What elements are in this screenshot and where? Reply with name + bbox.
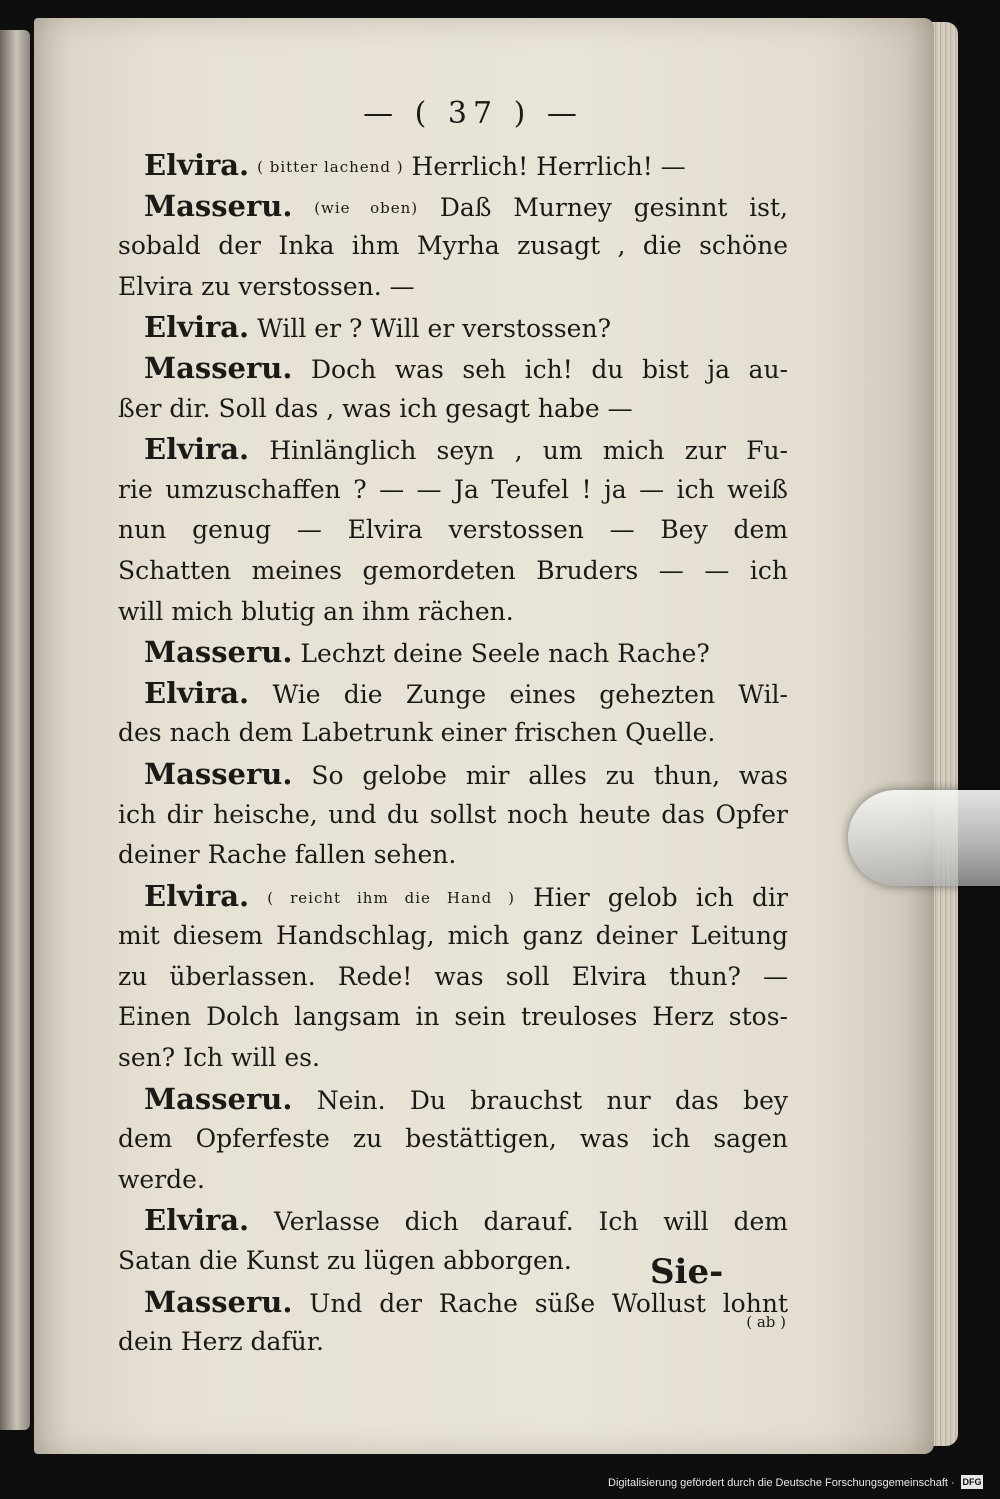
line-text: ich dir heische, und du sollst noch heute das Opfer — [118, 799, 788, 829]
text-line — [118, 1119, 788, 1160]
line-text: Hier gelob ich dir — [533, 882, 788, 912]
line-text: Schatten meines gemordeten Bruders — — ich — [118, 555, 788, 585]
line-text: des nach dem Labetrunk einer frischen Quelle. — [118, 718, 716, 748]
text-line — [118, 145, 788, 186]
speaker-name: Masseru. — [144, 1081, 293, 1116]
speaker-name: Elvira. — [144, 148, 250, 182]
line-text: Will er ? Will er verstossen? — [257, 314, 611, 344]
text-line — [118, 307, 788, 348]
speaker-name: Masseru. — [144, 350, 293, 385]
line-text: Und der Rache süße Wollust lohnt — [309, 1288, 788, 1318]
text-line — [118, 835, 788, 876]
speaker-name: Elvira. — [144, 878, 250, 913]
line-text: Herrlich! Herrlich! — — [411, 152, 686, 181]
line-text: Nein. Du brauchst nur das bey — [316, 1085, 789, 1115]
text-line — [118, 795, 788, 836]
line-text: werde. — [118, 1164, 205, 1194]
text-line — [118, 1079, 788, 1120]
page-holder-clip — [848, 790, 1000, 886]
line-text: Elvira zu verstossen. — — [118, 271, 415, 301]
line-text: Einen Dolch langsam in sein treuloses Herz stos- — [118, 1002, 788, 1032]
exit-direction: ( ab ) — [746, 1313, 786, 1332]
speaker-name: Elvira. — [144, 675, 250, 710]
text-line — [118, 429, 788, 470]
stage-direction: (wie oben) — [314, 198, 419, 217]
line-text: rie umzuschaffen ? — — Ja Teufel ! ja — ich weiß — [118, 474, 788, 504]
text-line — [118, 1313, 788, 1363]
text-line — [118, 510, 788, 551]
speaker-name: Elvira. — [144, 310, 250, 345]
text-line — [118, 1038, 788, 1079]
speaker-name: Masseru. — [144, 635, 293, 670]
line-text: nun genug — Elvira verstossen — Bey dem — [118, 515, 788, 545]
line-text: Daß Murney gesinnt ist, — [439, 192, 788, 222]
text-line — [118, 186, 788, 227]
text-line — [118, 754, 788, 795]
text-line — [118, 267, 788, 308]
text-lines — [118, 145, 788, 1363]
line-text: Hinlänglich seyn , um mich zur Fu- — [269, 436, 789, 466]
footer-credit: Digitalisierung gefördert durch die Deutsche Forschungsgemeinschaft · — [608, 1477, 955, 1489]
speaker-name: Masseru. — [144, 1284, 293, 1319]
line-text: So gelobe mir alles zu thun, was — [311, 760, 788, 790]
line-text: Lechzt deine Seele nach Rache? — [300, 639, 710, 669]
text-line — [118, 632, 788, 673]
line-text: Satan die Kunst zu lügen abborgen. — [118, 1246, 572, 1276]
text-line — [118, 673, 788, 714]
line-text: mit diesem Handschlag, mich ganz deiner Leitung — [118, 921, 788, 951]
line-text: sobald der Inka ihm Myrha zusagt , die schöne — [118, 231, 788, 261]
line-text: dein Herz dafür. — [118, 1327, 324, 1357]
text-line — [118, 226, 788, 267]
text-line — [118, 713, 788, 754]
page-header: — ( 37 ) — — [363, 96, 583, 131]
line-text: Verlasse dich darauf. Ich will dem — [273, 1207, 788, 1237]
dfg-logo: DFG — [962, 1477, 982, 1487]
speaker-name: Elvira. — [144, 1203, 250, 1238]
speaker-name: Masseru. — [144, 756, 293, 791]
text-line — [118, 997, 788, 1038]
page-text — [118, 96, 788, 1363]
text-line — [118, 957, 788, 998]
line-text: dem Opferfeste zu bestättigen, was ich sagen — [118, 1124, 788, 1154]
line-text: Wie die Zunge eines gehezten Wil- — [272, 679, 789, 709]
text-line — [118, 592, 788, 633]
facing-page-edge — [0, 30, 30, 1430]
text-line — [118, 916, 788, 957]
line-text: zu überlassen. Rede! was soll Elvira thun? — — [118, 961, 788, 991]
text-line — [118, 389, 788, 430]
text-line — [118, 551, 788, 592]
stage-direction: ( reicht ihm die Hand ) — [267, 888, 515, 907]
stage-direction: ( bitter lachend ) — [257, 158, 404, 176]
line-text: ßer dir. Soll das , was ich gesagt habe — — [118, 393, 633, 423]
speaker-name: Masseru. — [144, 188, 293, 223]
line-text: deiner Rache fallen sehen. — [118, 840, 457, 870]
text-line — [118, 876, 788, 917]
line-text: sen? Ich will es. — [118, 1043, 320, 1073]
line-text: Doch was seh ich! du bist ja au- — [311, 354, 788, 384]
line-text: will mich blutig an ihm rächen. — [118, 596, 514, 626]
text-line — [118, 1160, 788, 1201]
text-line — [118, 470, 788, 511]
speaker-name: Elvira. — [144, 432, 250, 467]
text-line — [118, 348, 788, 389]
text-line — [118, 1200, 788, 1241]
catchword: Sie- — [650, 1252, 724, 1292]
